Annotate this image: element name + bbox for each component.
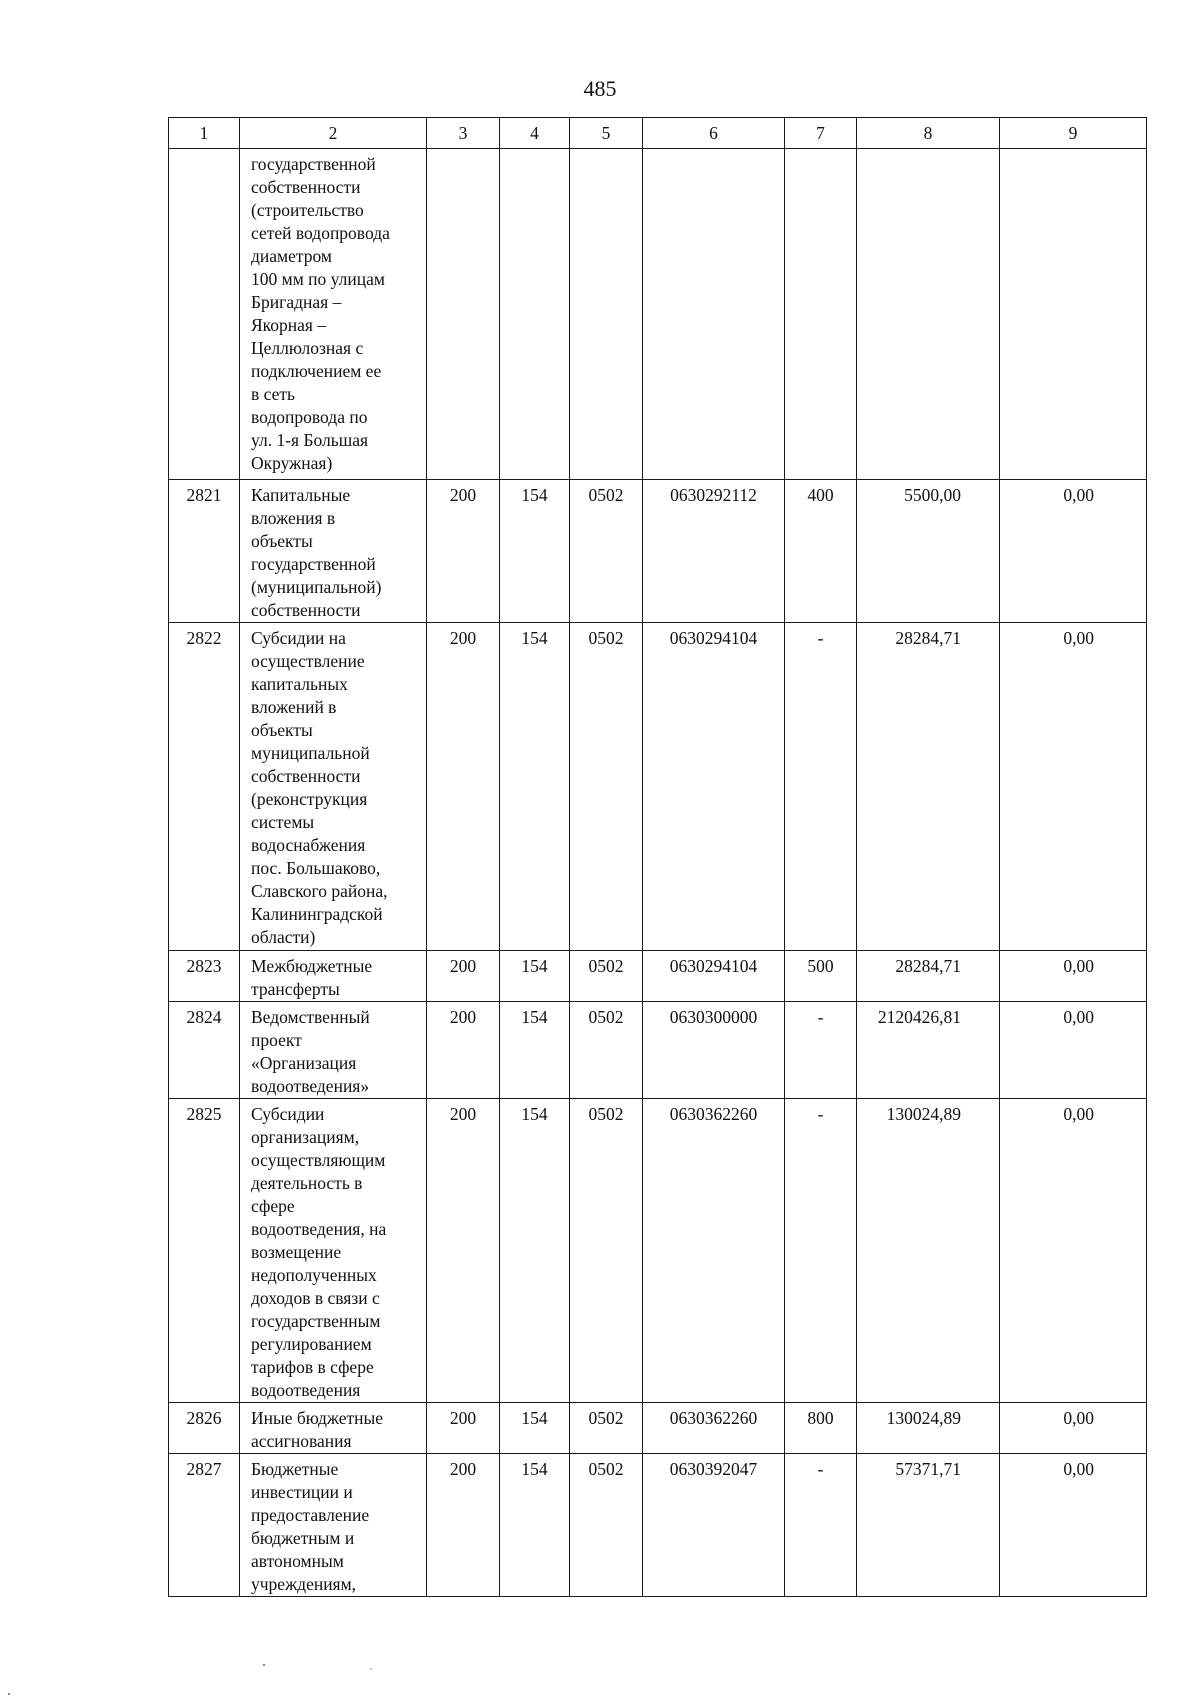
page-number: 485 [583,76,617,101]
cell-col5: 0502 [570,1099,643,1403]
cell-col3: 200 [427,1002,500,1099]
cell-col8 [857,149,1000,480]
cell-col7: - [785,1099,857,1403]
table-row [169,623,1147,951]
cell-col4: 154 [500,951,570,1002]
cell-col3: 200 [427,480,500,623]
item-name: государственной собственности (строительство сетей водопровода диаметром 100 мм по улицам Бригадная – Якорная – Целлюлозная с подключением ее в сеть водопровода по ул. 1-я Большая Окружная) [240,149,427,480]
column-header: 7 [785,118,857,149]
table-row [169,951,1147,1002]
row-number: 2821 [169,480,240,623]
table-body [169,149,1147,1597]
row-number: 2823 [169,951,240,1002]
cell-col6: 0630294104 [643,951,785,1002]
cell-col9: 0,00 [1000,1454,1147,1597]
row-number [169,149,240,480]
cell-col4: 154 [500,1403,570,1454]
table-row [169,149,1147,480]
row-number: 2827 [169,1454,240,1597]
cell-col4: 154 [500,1454,570,1597]
item-name: Субсидии на осуществление капитальных вложений в объекты муниципальной собственности (реконструкция системы водоснабжения пос. Большаково, Славского района, Калининградской области) [240,623,427,951]
cell-col9: 0,00 [1000,1403,1147,1454]
header-row [169,118,1147,149]
item-name: Межбюджетные трансферты [240,951,427,1002]
cell-col7: 500 [785,951,857,1002]
cell-col9: 0,00 [1000,480,1147,623]
cell-col3: 200 [427,1454,500,1597]
row-number: 2825 [169,1099,240,1403]
cell-col5: 0502 [570,951,643,1002]
cell-col4: 154 [500,1002,570,1099]
cell-col8: 28284,71 [857,623,1000,951]
cell-col8: 28284,71 [857,951,1000,1002]
cell-col7: - [785,1002,857,1099]
cell-col4: 154 [500,480,570,623]
column-header: 3 [427,118,500,149]
cell-col5 [570,149,643,480]
cell-col8: 2120426,81 [857,1002,1000,1099]
cell-col9: 0,00 [1000,623,1147,951]
cell-col6: 0630300000 [643,1002,785,1099]
cell-col4: 154 [500,623,570,951]
cell-col3: 200 [427,951,500,1002]
cell-col7 [785,149,857,480]
cell-col7: - [785,1454,857,1597]
item-name: Иные бюджетные ассигнования [240,1403,427,1454]
column-header: 6 [643,118,785,149]
column-header: 4 [500,118,570,149]
scan-speck [263,1664,265,1666]
table-row [169,1002,1147,1099]
cell-col5: 0502 [570,1002,643,1099]
cell-col4 [500,149,570,480]
column-header: 8 [857,118,1000,149]
cell-col3: 200 [427,1099,500,1403]
column-header: 2 [240,118,427,149]
cell-col8: 130024,89 [857,1403,1000,1454]
cell-col8: 5500,00 [857,480,1000,623]
cell-col7: - [785,623,857,951]
cell-col7: 800 [785,1403,857,1454]
scan-speck [370,1668,372,1670]
cell-col3: 200 [427,1403,500,1454]
row-number: 2824 [169,1002,240,1099]
cell-col6: 0630292112 [643,480,785,623]
cell-col3: 200 [427,623,500,951]
cell-col8: 57371,71 [857,1454,1000,1597]
cell-col4: 154 [500,1099,570,1403]
column-header: 5 [570,118,643,149]
cell-col3 [427,149,500,480]
row-number: 2826 [169,1403,240,1454]
item-name: Бюджетные инвестиции и предоставление бюджетным и автономным учреждениям, [240,1454,427,1597]
item-name: Капитальные вложения в объекты государственной (муниципальной) собственности [240,480,427,623]
cell-col6: 0630294104 [643,623,785,951]
cell-col5: 0502 [570,623,643,951]
column-header: 9 [1000,118,1147,149]
table-row [169,1099,1147,1403]
row-number: 2822 [169,623,240,951]
table-row [169,1454,1147,1597]
column-header: 1 [169,118,240,149]
table-row [169,480,1147,623]
cell-col5: 0502 [570,1454,643,1597]
budget-table [168,117,1147,1597]
cell-col6: 0630392047 [643,1454,785,1597]
item-name: Ведомственный проект «Организация водоотведения» [240,1002,427,1099]
scan-speck [8,1693,10,1695]
cell-col9: 0,00 [1000,1002,1147,1099]
table-row [169,1403,1147,1454]
cell-col9: 0,00 [1000,1099,1147,1403]
cell-col6: 0630362260 [643,1099,785,1403]
cell-col9 [1000,149,1147,480]
item-name: Субсидии организациям, осуществляющим деятельность в сфере водоотведения, на возмещение недополученных доходов в связи с государственным регулированием тарифов в сфере водоотведения [240,1099,427,1403]
cell-col9: 0,00 [1000,951,1147,1002]
cell-col8: 130024,89 [857,1099,1000,1403]
cell-col6 [643,149,785,480]
cell-col5: 0502 [570,1403,643,1454]
cell-col5: 0502 [570,480,643,623]
cell-col6: 0630362260 [643,1403,785,1454]
cell-col7: 400 [785,480,857,623]
